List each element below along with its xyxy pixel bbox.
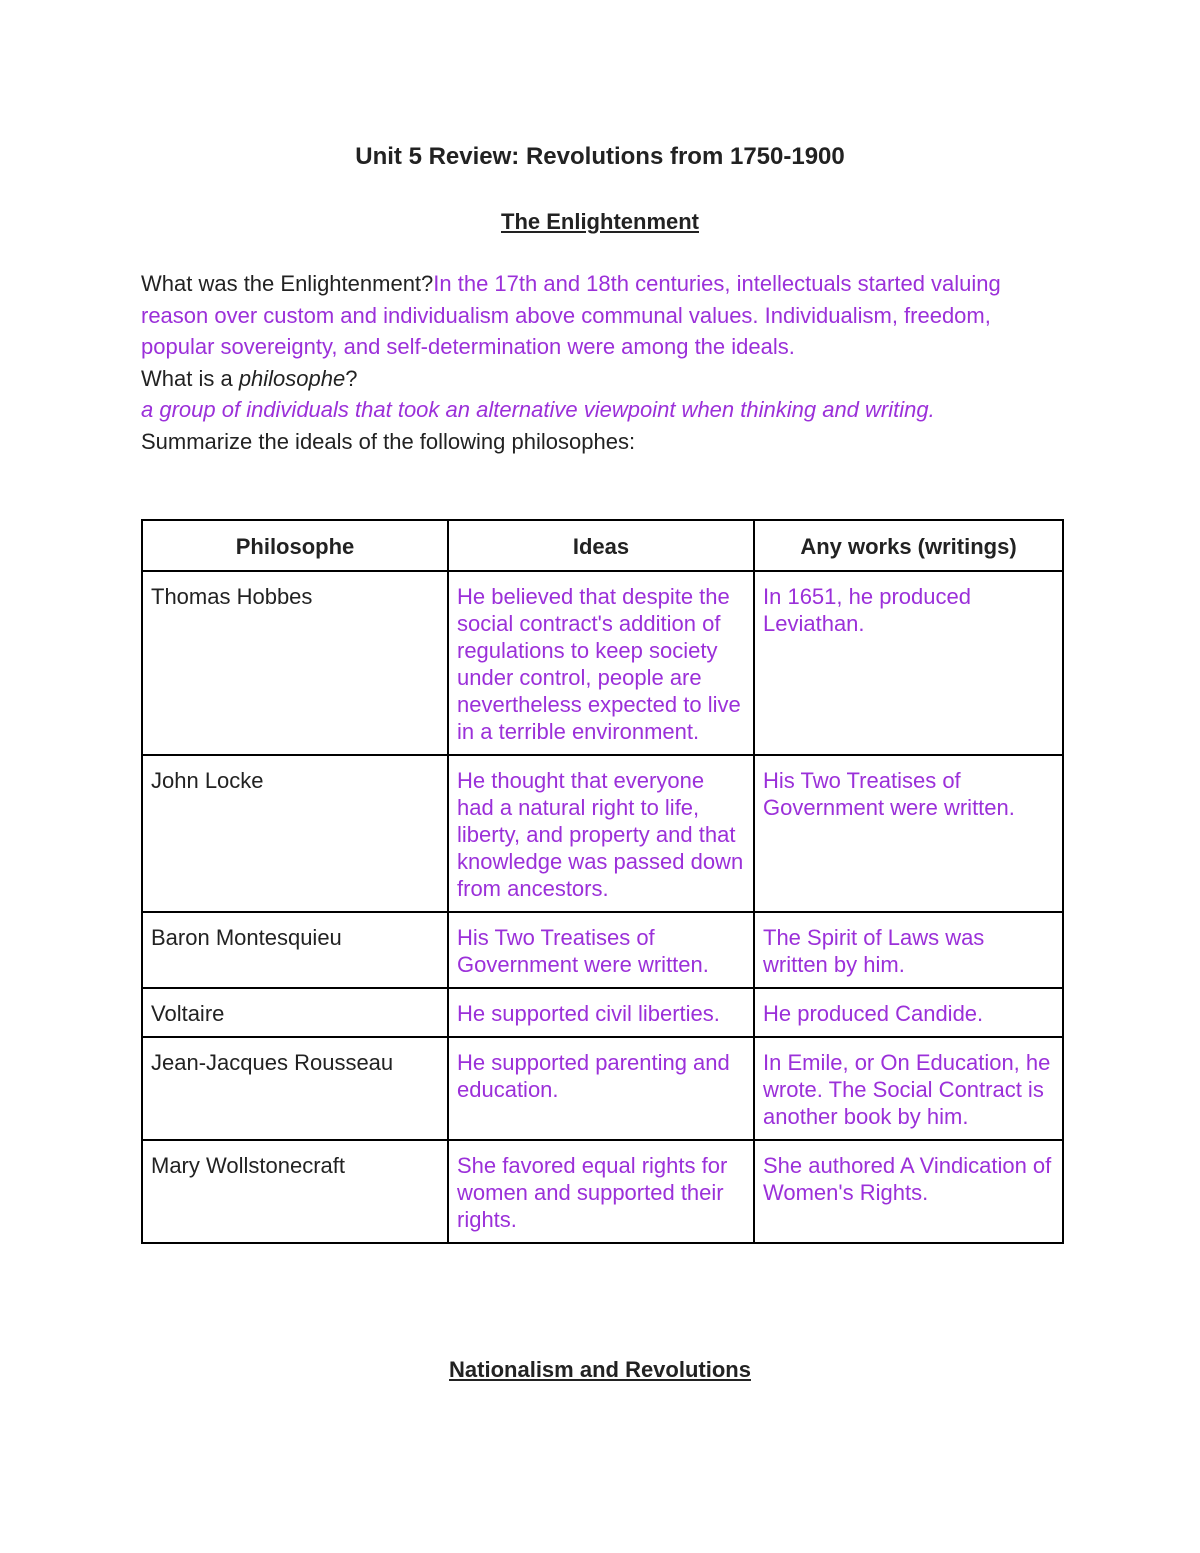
summarize-prompt: Summarize the ideals of the following philosophes: bbox=[141, 428, 636, 454]
table-row bbox=[142, 571, 1063, 755]
cell-ideas: His Two Treatises of Government were written. bbox=[448, 912, 754, 988]
table-row bbox=[142, 755, 1063, 912]
intro-questions bbox=[141, 268, 1061, 457]
cell-philosophe: John Locke bbox=[142, 755, 448, 912]
question-suffix: ? bbox=[345, 365, 358, 391]
cell-works: In 1651, he produced Leviathan. bbox=[754, 571, 1063, 755]
question-enlightenment bbox=[141, 268, 1061, 363]
cell-philosophe: Jean-Jacques Rousseau bbox=[142, 1037, 448, 1140]
cell-works: He produced Candide. bbox=[754, 988, 1063, 1037]
cell-philosophe: Voltaire bbox=[142, 988, 448, 1037]
header-philosophe: Philosophe bbox=[142, 520, 448, 571]
cell-ideas: She favored equal rights for women and supported their rights. bbox=[448, 1140, 754, 1243]
section-heading-nationalism: Nationalism and Revolutions bbox=[449, 1357, 751, 1382]
section-heading-enlightenment: The Enlightenment bbox=[501, 209, 699, 234]
cell-philosophe: Thomas Hobbes bbox=[142, 571, 448, 755]
answer-text: In the 17th and 18th centuries, intellectuals started valuing reason over custom and individualism above communal values. Individualism, freedom, popular sovereignty, and self-determination were among the ideals. bbox=[141, 271, 1001, 359]
cell-works: His Two Treatises of Government were written. bbox=[754, 755, 1063, 912]
cell-works: The Spirit of Laws was written by him. bbox=[754, 912, 1063, 988]
table-header-row bbox=[142, 520, 1063, 571]
cell-works: In Emile, or On Education, he wrote. The Social Contract is another book by him. bbox=[754, 1037, 1063, 1140]
cell-ideas: He supported parenting and education. bbox=[448, 1037, 754, 1140]
cell-ideas: He believed that despite the social contract's addition of regulations to keep society under control, people are nevertheless expected to live in a terrible environment. bbox=[448, 571, 754, 755]
page-title: Unit 5 Review: Revolutions from 1750-1900 bbox=[355, 143, 845, 170]
question-text: What was the Enlightenment? bbox=[141, 271, 434, 296]
table-row bbox=[142, 912, 1063, 988]
question-term: philosophe bbox=[238, 365, 346, 391]
answer-philosophe: a group of individuals that took an alternative viewpoint when thinking and writing. bbox=[141, 397, 935, 422]
table-row bbox=[142, 1140, 1063, 1243]
philosophes-table bbox=[141, 519, 1064, 1244]
header-works: Any works (writings) bbox=[754, 520, 1063, 571]
cell-philosophe: Mary Wollstonecraft bbox=[142, 1140, 448, 1243]
cell-ideas: He supported civil liberties. bbox=[448, 988, 754, 1037]
cell-works: She authored A Vindication of Women's Rights. bbox=[754, 1140, 1063, 1243]
table-row bbox=[142, 1037, 1063, 1140]
cell-philosophe: Baron Montesquieu bbox=[142, 912, 448, 988]
table-row bbox=[142, 988, 1063, 1037]
header-ideas: Ideas bbox=[448, 520, 754, 571]
cell-ideas: He thought that everyone had a natural right to life, liberty, and property and that knowledge was passed down from ancestors. bbox=[448, 755, 754, 912]
question-philosophe bbox=[141, 363, 1061, 395]
question-prefix: What is a bbox=[141, 365, 239, 391]
